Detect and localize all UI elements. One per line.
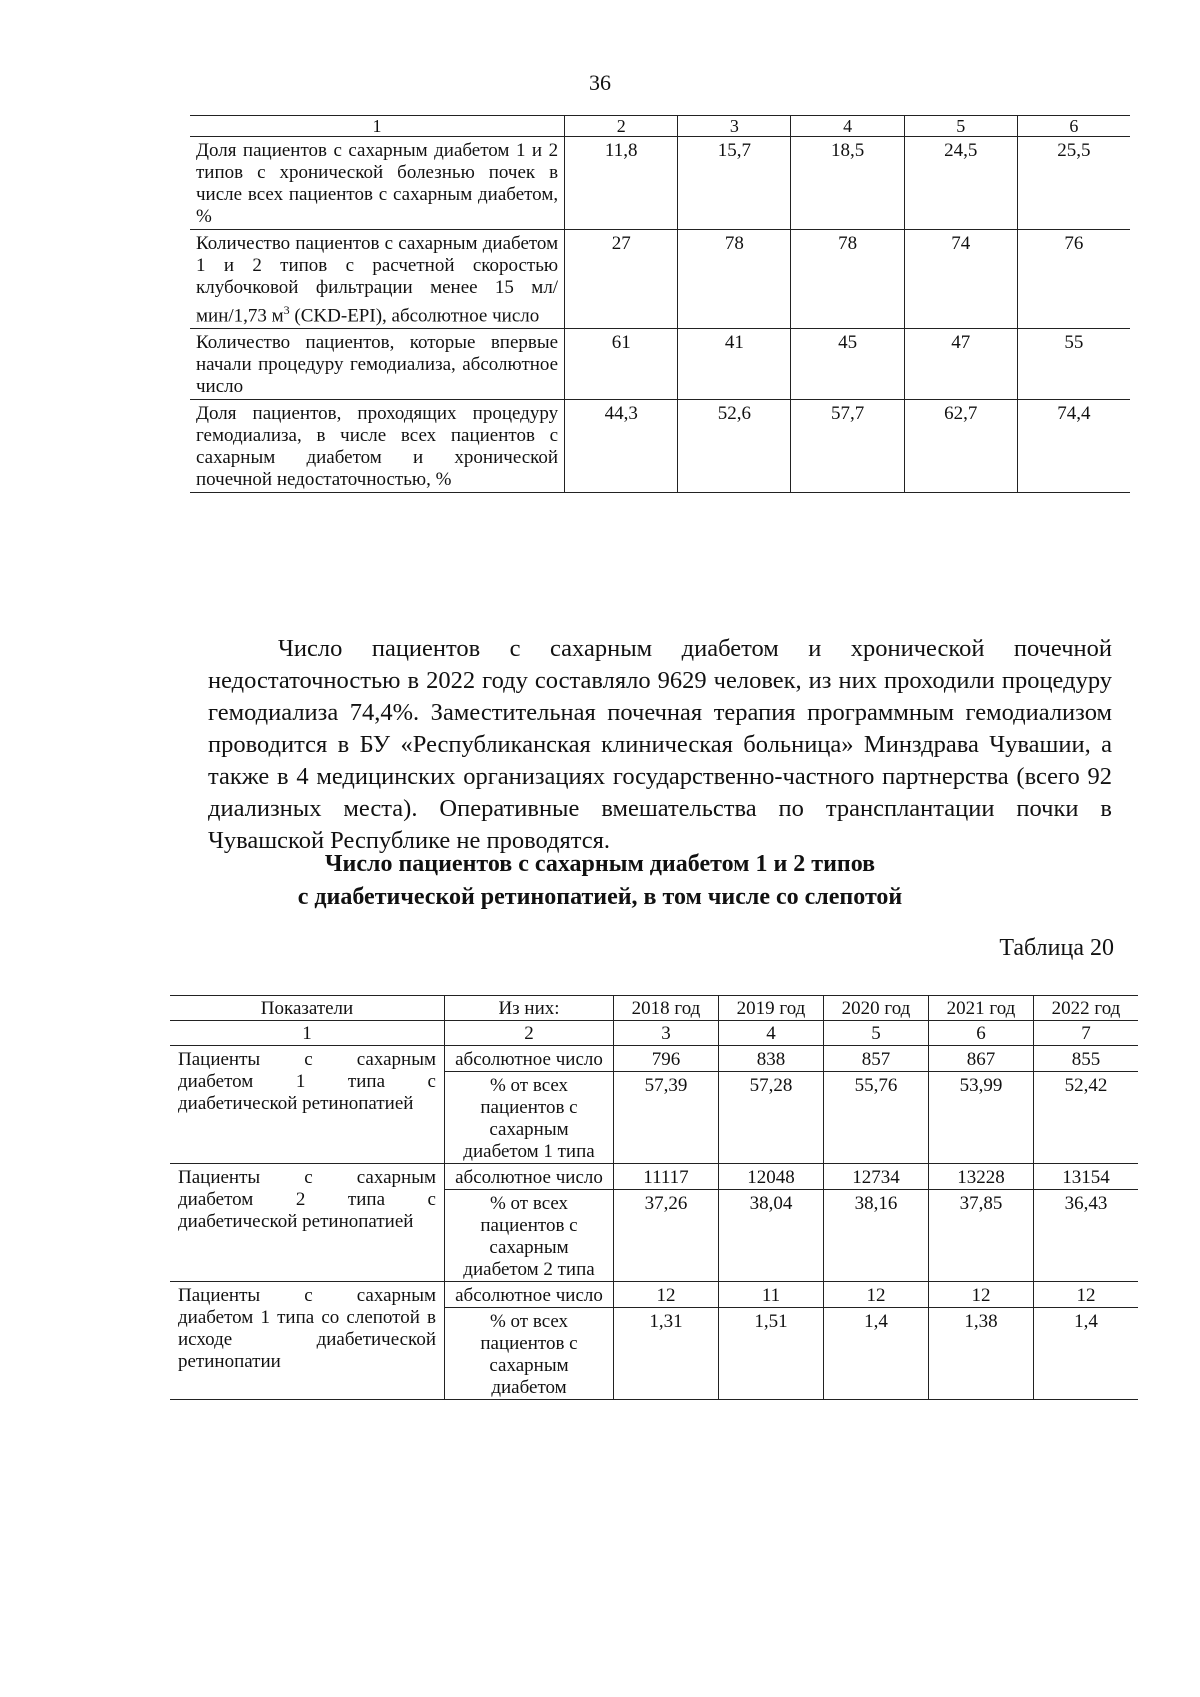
cell-value: 11 <box>719 1282 824 1308</box>
cell-value: 55 <box>1017 329 1130 400</box>
cell-value: 796 <box>614 1046 719 1072</box>
table-row <box>170 1282 1138 1308</box>
sub-indicator: абсолютное число <box>445 1164 614 1190</box>
column-header: 2022 год <box>1034 996 1139 1021</box>
cell-value: 12048 <box>719 1164 824 1190</box>
section-title <box>0 848 1200 914</box>
cell-value: 15,7 <box>678 137 791 230</box>
cell-value: 38,04 <box>719 1190 824 1282</box>
cell-value: 47 <box>904 329 1017 400</box>
row-label: Доля пациентов, проходящих процедуру гемодиализа, в числе всех пациентов с сахарным диабетом и хронической почечной недостаточностью, % <box>190 400 565 493</box>
cell-value: 52,6 <box>678 400 791 493</box>
cell-value: 38,16 <box>824 1190 929 1282</box>
table-caption: Таблица 20 <box>999 935 1114 961</box>
header-row <box>170 996 1138 1021</box>
cell-value: 44,3 <box>565 400 678 493</box>
column-number-row <box>190 116 1130 137</box>
column-number: 1 <box>190 116 565 137</box>
table-row <box>190 230 1130 329</box>
section-title-line: Число пациентов с сахарным диабетом 1 и 2 типов <box>324 851 876 877</box>
sub-indicator: % от всех пациентов с сахарным диабетом <box>445 1308 614 1400</box>
column-number: 3 <box>678 116 791 137</box>
cell-value: 52,42 <box>1034 1072 1139 1164</box>
column-number: 4 <box>719 1021 824 1046</box>
cell-value: 36,43 <box>1034 1190 1139 1282</box>
cell-value: 61 <box>565 329 678 400</box>
cell-value: 1,38 <box>929 1308 1034 1400</box>
sub-indicator: абсолютное число <box>445 1046 614 1072</box>
cell-value: 1,31 <box>614 1308 719 1400</box>
cell-value: 76 <box>1017 230 1130 329</box>
table-row <box>190 329 1130 400</box>
column-number: 5 <box>904 116 1017 137</box>
indicator-label: Пациенты с сахарным диабетом 1 типа с диабетической ретинопатией <box>170 1046 445 1164</box>
cell-value: 12734 <box>824 1164 929 1190</box>
column-number: 4 <box>791 116 904 137</box>
column-number: 7 <box>1034 1021 1139 1046</box>
row-label: Доля пациентов с сахарным диабетом 1 и 2 типов с хронической болезнью почек в числе всех пациентов с сахарным диабетом, % <box>190 137 565 230</box>
cell-value: 13228 <box>929 1164 1034 1190</box>
table-row <box>170 1164 1138 1190</box>
column-number: 5 <box>824 1021 929 1046</box>
column-header: 2018 год <box>614 996 719 1021</box>
cell-value: 55,76 <box>824 1072 929 1164</box>
cell-value: 867 <box>929 1046 1034 1072</box>
cell-value: 12 <box>824 1282 929 1308</box>
cell-value: 1,4 <box>824 1308 929 1400</box>
column-header: Показатели <box>170 996 445 1021</box>
cell-value: 25,5 <box>1017 137 1130 230</box>
row-label: Количество пациентов, которые впервые начали процедуру гемодиализа, абсолютное число <box>190 329 565 400</box>
cell-value: 11117 <box>614 1164 719 1190</box>
column-number: 6 <box>1017 116 1130 137</box>
cell-value: 1,4 <box>1034 1308 1139 1400</box>
column-header: 2019 год <box>719 996 824 1021</box>
sub-indicator: % от всех пациентов с сахарным диабетом 2 типа <box>445 1190 614 1282</box>
cell-value: 855 <box>1034 1046 1139 1072</box>
cell-value: 57,28 <box>719 1072 824 1164</box>
cell-value: 1,51 <box>719 1308 824 1400</box>
cell-value: 41 <box>678 329 791 400</box>
row-label-text-end: (CKD-EPI), абсолютное число <box>289 305 540 327</box>
cell-value: 24,5 <box>904 137 1017 230</box>
cell-value: 18,5 <box>791 137 904 230</box>
cell-value: 37,26 <box>614 1190 719 1282</box>
sub-indicator: % от всех пациентов с сахарным диабетом 1 типа <box>445 1072 614 1164</box>
column-number: 3 <box>614 1021 719 1046</box>
cell-value: 13154 <box>1034 1164 1139 1190</box>
column-number: 2 <box>565 116 678 137</box>
cell-value: 45 <box>791 329 904 400</box>
indicator-label: Пациенты с сахарным диабетом 1 типа со слепотой в исходе диабетической ретинопатии <box>170 1282 445 1400</box>
indicators-table-continuation <box>190 115 1130 493</box>
cell-value: 62,7 <box>904 400 1017 493</box>
cell-value: 78 <box>678 230 791 329</box>
column-header: 2021 год <box>929 996 1034 1021</box>
column-header: Из них: <box>445 996 614 1021</box>
table-row <box>190 400 1130 493</box>
cell-value: 57,7 <box>791 400 904 493</box>
table-row <box>170 1046 1138 1072</box>
page-number: 36 <box>589 70 611 95</box>
sub-indicator: абсолютное число <box>445 1282 614 1308</box>
column-number-row <box>170 1021 1138 1046</box>
cell-value: 12 <box>614 1282 719 1308</box>
cell-value: 78 <box>791 230 904 329</box>
column-header: 2020 год <box>824 996 929 1021</box>
cell-value: 37,85 <box>929 1190 1034 1282</box>
cell-value: 74 <box>904 230 1017 329</box>
row-label <box>190 230 565 329</box>
cell-value: 57,39 <box>614 1072 719 1164</box>
cell-value: 53,99 <box>929 1072 1034 1164</box>
cell-value: 838 <box>719 1046 824 1072</box>
body-paragraph: Число пациентов с сахарным диабетом и хронической почечной недостаточностью в 2022 году составляло 9629 человек, из них проходили процедуру гемодиализа 74,4%. Заместительная почечная терапия программным гемодиализом проводится в БУ «Республиканская клиническая больница» Минздрава Чувашии, а также в 4 медицинских организациях государственно-частного партнерства (всего 92 диализных места). Оперативные вмешательства по трансплантации почки в Чувашской Республике не проводятся. <box>208 634 1112 854</box>
cell-value: 27 <box>565 230 678 329</box>
table-row <box>190 137 1130 230</box>
column-number: 2 <box>445 1021 614 1046</box>
cell-value: 11,8 <box>565 137 678 230</box>
retinopathy-table <box>170 995 1138 1400</box>
row-label-superscript: 3 <box>283 303 290 317</box>
cell-value: 857 <box>824 1046 929 1072</box>
row-label-text: Количество пациентов с сахарным диабетом 1 и 2 типов с расчетной скоростью клубочковой фильтрации менее 15 мл/мин/1,73 м <box>196 233 559 327</box>
cell-value: 12 <box>929 1282 1034 1308</box>
indicator-label: Пациенты с сахарным диабетом 2 типа с диабетической ретинопатией <box>170 1164 445 1282</box>
section-title-line: с диабетической ретинопатией, в том числе со слепотой <box>297 884 903 910</box>
column-number: 6 <box>929 1021 1034 1046</box>
cell-value: 74,4 <box>1017 400 1130 493</box>
cell-value: 12 <box>1034 1282 1139 1308</box>
column-number: 1 <box>170 1021 445 1046</box>
